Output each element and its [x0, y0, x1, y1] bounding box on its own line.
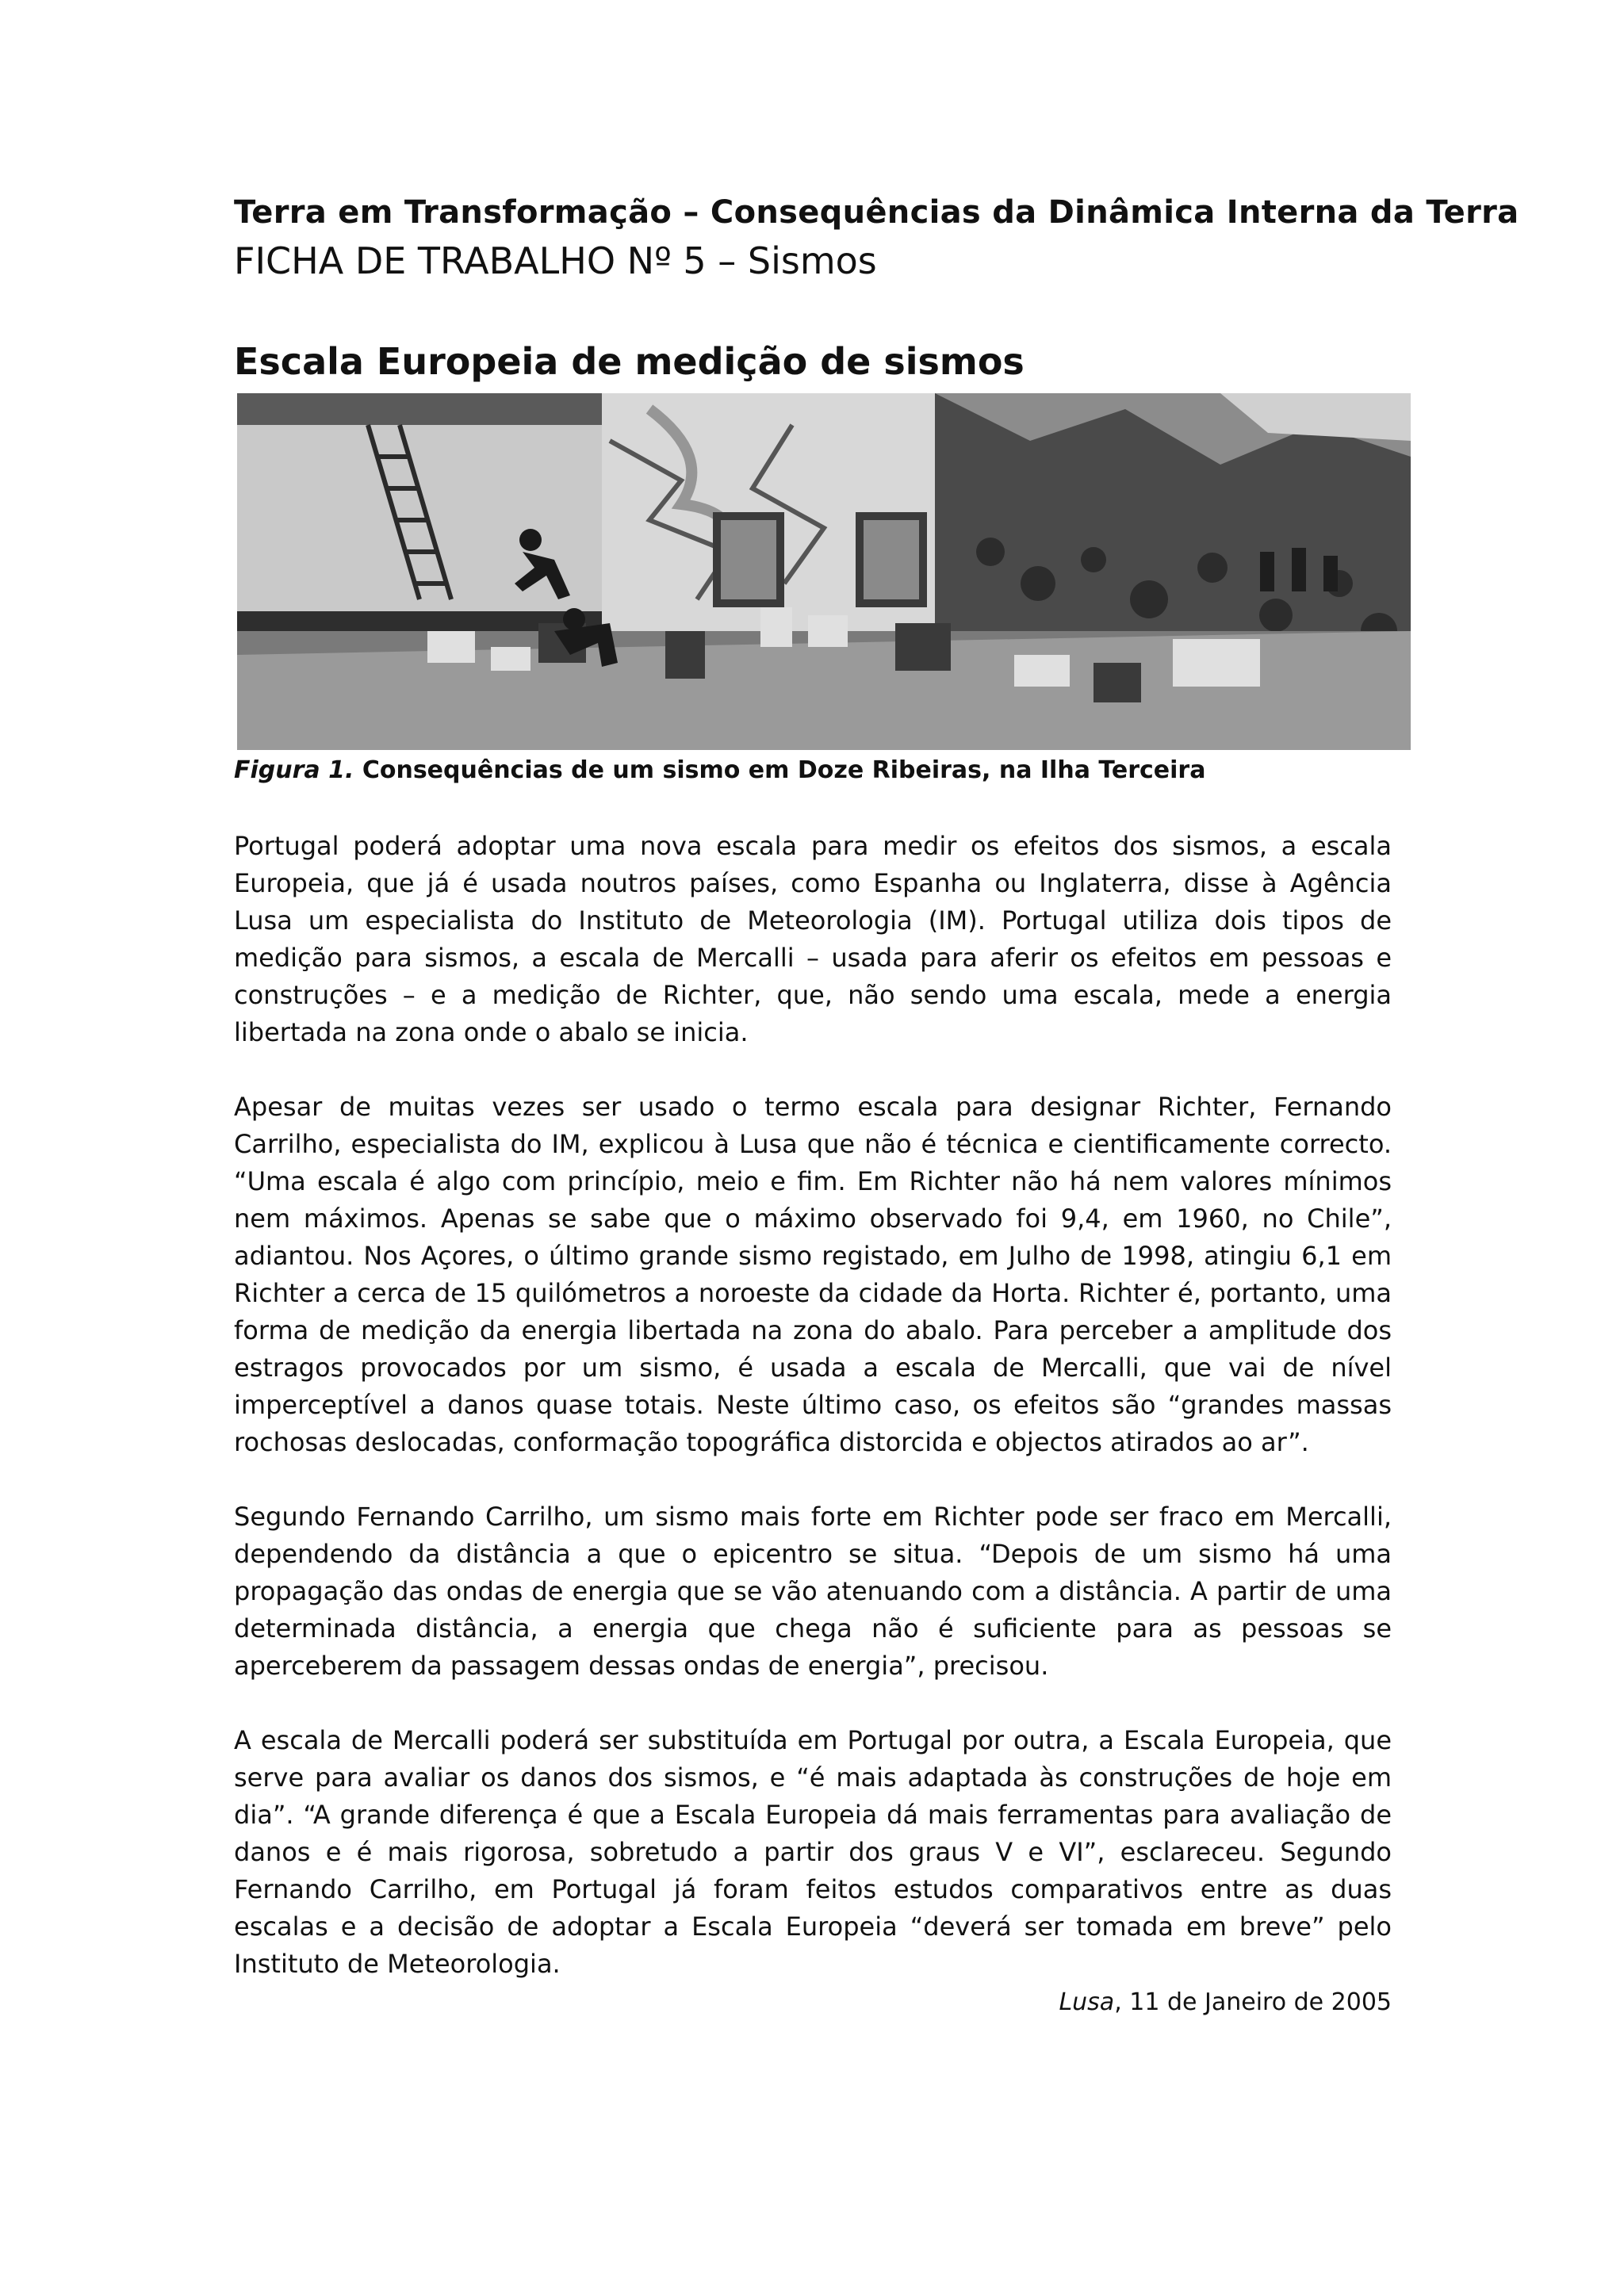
paragraph: Portugal poderá adoptar uma nova escala para medir os efeitos dos sismos, a escala Europeia, que já é usada noutros países, como Espanha ou Inglaterra, disse à Agência Lusa um especialista do Instituto de Meteorologia (IM). Portugal utiliza dois tipos de medição para sismos, a escala de Mercalli – usada para aferir os efeitos em pessoas e construções – e a medição de Richter, que, não sendo uma escala, mede a energia libertada na zona onde o abalo se inicia. [234, 831, 1392, 1047]
document-page [234, 190, 1519, 2020]
source-name: Lusa [1059, 1988, 1115, 2016]
section-title: Escala Europeia de medição de sismos [234, 340, 1025, 383]
subject-heading: Terra em Transformação – Consequências da Dinâmica Interna da Terra [234, 194, 1519, 231]
paragraph: Segundo Fernando Carrilho, um sismo mais forte em Richter pode ser fraco em Mercalli, dependendo da distância a que o epicentro se situa. “Depois de um sismo há uma propagação das ondas de energia que se vão atenuando com a distância. A partir de uma determinada distância, a energia que chega não é suficiente para as pessoas se aperceberem da passagem dessas ondas de energia”, precisou. [234, 1502, 1392, 1681]
earthquake-damage-photo [237, 393, 1411, 750]
paragraph: Apesar de muitas vezes ser usado o termo escala para designar Richter, Fernando Carrilho, especialista do IM, explicou à Lusa que não é técnica e cientificamente correcto. “Uma escala é algo com princípio, meio e fim. Em Richter não há nem valores mínimos nem máximos. Apenas se sabe que o máximo observado foi 9,4, em 1960, no Chile”, adiantou. Nos Açores, o último grande sismo registado, em Julho de 1998, atingiu 6,1 em Richter a cerca de 15 quilómetros a noroeste da cidade da Horta. Richter é, portanto, uma forma de medição da energia libertada na zona do abalo. Para perceber a amplitude dos estragos provocados por um sismo, é usada a escala de Mercalli, que vai de nível imperceptível a danos quase totais. Neste último caso, os efeitos são “grandes massas rochosas deslocadas, conformação topográfica distorcida e objectos atirados ao ar”. [234, 1092, 1392, 1457]
worksheet-title: FICHA DE TRABALHO Nº 5 – Sismos [234, 239, 877, 282]
source-date: , 11 de Janeiro de 2005 [1114, 1988, 1392, 2016]
paragraph: A escala de Mercalli poderá ser substituída em Portugal por outra, a Escala Europeia, que serve para avaliar os danos dos sismos, e “é mais adaptada às construções de hoje em dia”. “A grande diferença é que a Escala Europeia dá mais ferramentas para avaliação de danos e é mais rigorosa, sobretudo a partir dos graus V e VI”, esclareceu. Segundo Fernando Carrilho, em Portugal já foram feitos estudos comparativos entre as duas escalas e a decisão de adoptar a Escala Europeia “deverá ser tomada em breve” pelo Instituto de Meteorologia. [234, 1725, 1392, 1979]
source-citation [234, 1985, 1392, 2020]
photo-illustration [237, 393, 1411, 750]
figure-caption [234, 755, 1392, 786]
figure-caption-text: Consequências de um sismo em Doze Ribeiras, na Ilha Terceira [362, 756, 1206, 784]
figure-label: Figura 1. [234, 756, 354, 784]
